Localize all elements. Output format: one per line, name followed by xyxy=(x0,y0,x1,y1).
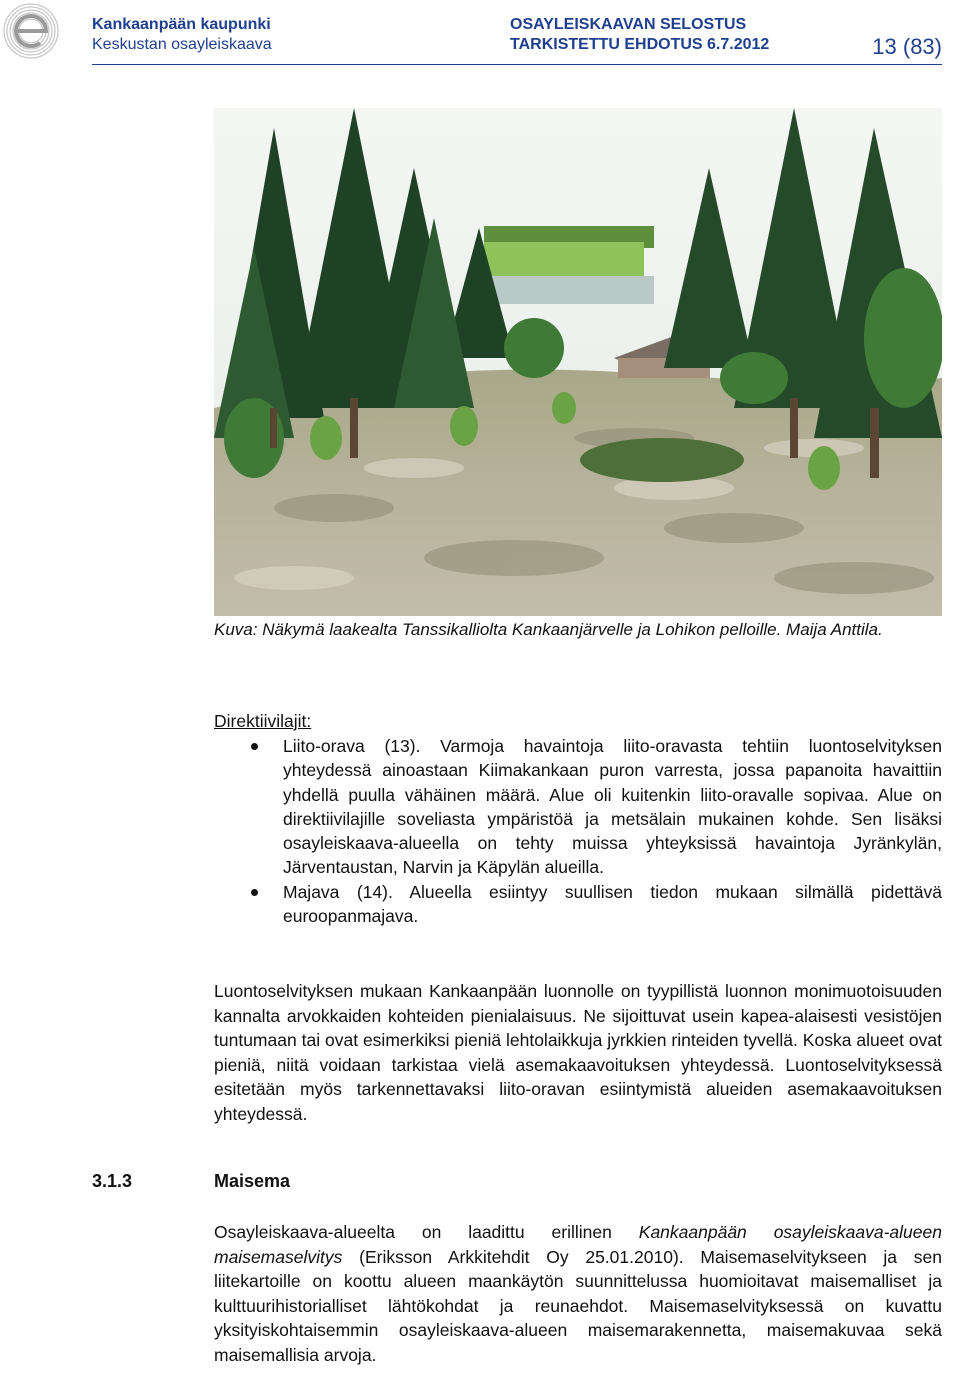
species-list xyxy=(214,734,942,928)
header-divider xyxy=(92,64,942,65)
list-item xyxy=(214,734,942,880)
landscape-paragraph-text xyxy=(214,1220,942,1367)
species-heading: Direktiivilajit: xyxy=(214,711,312,731)
landscape-text-before: Osayleiskaava-alueelta on laadittu erillinen xyxy=(214,1222,639,1242)
list-item-text: Liito-orava (13). Varmoja havaintoja liito-oravasta tehtiin luontoselvityksen yhteydessä ainoastaan Kiimakankaan puron varresta, jossa papanoita havaittiin yhdellä puulla vähäinen määrä. Alue oli kuitenkin liito-oravalle sopivaa. Alue on direktiivilajille soveliasta ympäristöä ja metsälain mukainen kohde. Sen lisäksi osayleiskaava-alueella on tehty muissa yhteyksissä havaintoja Jyränkylän, Järventaustan, Narvin ja Käpylän alueilla. xyxy=(283,736,942,878)
nature-paragraph-text: Luontoselvityksen mukaan Kankaanpään luonnolle on tyypillistä luonnon monimuotoisuuden kannalta arvokkaiden kohteiden pienialaisuus. Ne sijoittuvat usein kapea-alaisesti vesistöjen tuntumaan tai ovat esimerkiksi pieniä lehtolaikkuja jyrkkien rinteiden tyvellä. Koska alueet ovat pieniä, niitä voidaan tarkistaa vielä asemakaavoituksen yhteydessä. Luontoselvityksessä esitetään myös tarkennettavaksi liito-oravan esiintymistä alueiden asemakaavoituksen yhteydessä. xyxy=(214,981,942,1124)
header-org: Kankaanpään kaupunki xyxy=(92,16,271,33)
list-item-text: Majava (14). Alueella esiintyy suullisen tiedon mukaan silmällä pidettävä euroopanmajava. xyxy=(283,881,942,927)
photo-caption: Kuva: Näkymä laakealta Tanssikalliolta Kankaanjärvelle ja Lohikon pelloille. Maija Anttila. xyxy=(214,620,883,639)
nature-paragraph xyxy=(214,979,942,1126)
landscape-paragraph xyxy=(214,1220,942,1367)
header-doc-title: OSAYLEISKAAVAN SELOSTUS xyxy=(510,16,747,33)
header-doc-version: TARKISTETTU EHDOTUS 6.7.2012 xyxy=(510,36,770,53)
bullet-icon xyxy=(251,889,258,896)
landscape-photo xyxy=(214,108,942,616)
list-item xyxy=(214,880,942,929)
header-middle xyxy=(510,15,769,55)
section-title: Maisema xyxy=(214,1171,291,1191)
header-left xyxy=(92,15,272,55)
bullet-icon xyxy=(251,743,258,750)
page-number: 13 (83) xyxy=(872,34,942,59)
report-title: Kankaanpään osayleiskaava-alueen maisemaselvitys xyxy=(214,1222,942,1267)
section-number: 3.1.3 xyxy=(92,1171,133,1191)
city-logo-icon xyxy=(0,0,62,62)
header-plan: Keskustan osayleiskaava xyxy=(92,36,272,53)
landscape-text-after: (Eriksson Arkkitehdit Oy 25.01.2010). Maisemaselvitykseen ja sen liitekartoille on koottu alueen maankäytön suunnittelussa huomioitavat maisemalliset ja kulttuurihistorialliset lähtökohdat ja reunaehdot. Maisemaselvityksessä on kuvattu yksityiskohtaisemmin osayleiskaava-alueen maisemarakennetta, maisemakuvaa sekä maisemallisia arvoja. xyxy=(214,1246,942,1365)
